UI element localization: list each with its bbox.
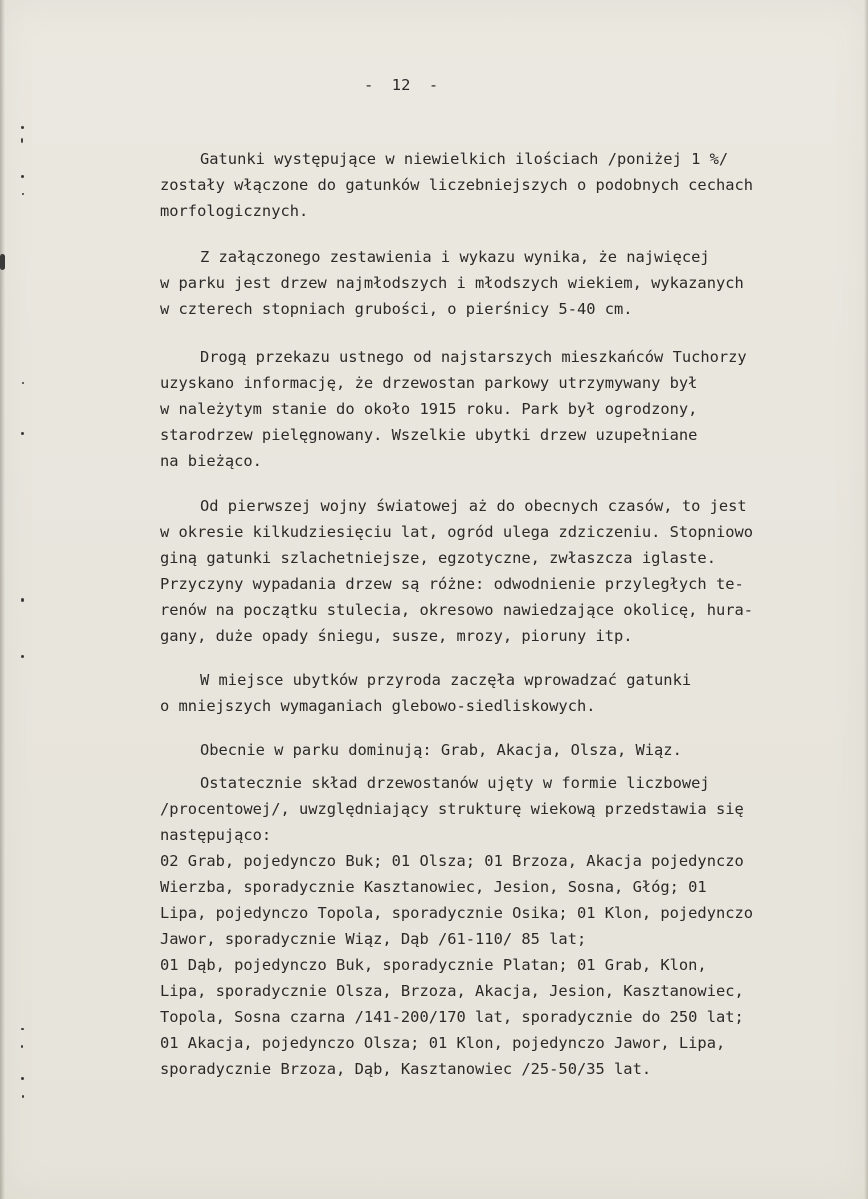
margin-speck <box>21 1077 24 1080</box>
text-line: renów na początku stulecia, okresowo nawiedzające okolicę, hura- <box>160 601 754 619</box>
text-line: Z załączonego zestawienia i wykazu wynika, że najwięcej <box>200 248 710 266</box>
text-line: w czterech stopniach grubości, o pierśnicy 5-40 cm. <box>160 300 633 318</box>
margin-speck <box>22 382 24 384</box>
margin-speck <box>22 193 24 195</box>
text-line: sporadycznie Brzoza, Dąb, Kasztanowiec /25-50/35 lat. <box>160 1060 652 1078</box>
text-line: następująco: <box>160 826 272 844</box>
paragraph-4 <box>160 493 860 649</box>
paragraph-1 <box>160 146 860 224</box>
text-line: Jawor, sporadycznie Wiąz, Dąb /61-110/ 85 lat; <box>160 930 587 948</box>
margin-speck <box>21 655 24 658</box>
text-line: Przyczyny wypadania drzew są różne: odwodnienie przyległych te- <box>160 575 744 593</box>
text-line: 02 Grab, pojedynczo Buk; 01 Olsza; 01 Brzoza, Akacja pojedynczo <box>160 852 744 870</box>
page-left-edge-shadow <box>0 0 5 1199</box>
paragraph-6 <box>160 737 860 763</box>
paragraph-5 <box>160 667 860 719</box>
text-line: Lipa, sporadycznie Olsza, Brzoza, Akacja, Jesion, Kasztanowiec, <box>160 982 744 1000</box>
paragraph-7 <box>160 770 860 1082</box>
text-line: o mniejszych wymaganiach glebowo-siedliskowych. <box>160 697 596 715</box>
margin-speck <box>0 254 5 270</box>
text-line: Drogą przekazu ustnego od najstarszych mieszkańców Tuchorzy <box>200 348 747 366</box>
page-right-edge-shadow <box>864 0 868 1199</box>
text-line: na bieżąco. <box>160 452 262 470</box>
margin-speck <box>21 175 24 178</box>
paragraph-3 <box>160 344 860 474</box>
margin-speck <box>22 1095 24 1098</box>
page-number: - 12 - <box>364 76 439 94</box>
text-line: Obecnie w parku dominują: Grab, Akacja, Olsza, Wiąz. <box>200 741 682 759</box>
text-line: giną gatunki szlachetniejsze, egzotyczne, zwłaszcza iglaste. <box>160 549 716 567</box>
margin-speck <box>21 598 24 602</box>
text-line: morfologicznych. <box>160 202 309 220</box>
margin-speck <box>21 1045 23 1048</box>
text-line: W miejsce ubytków przyroda zaczęła wprowadzać gatunki <box>200 671 692 689</box>
text-line: /procentowej/, uwzględniający strukturę wiekową przedstawia się <box>160 800 744 818</box>
text-line: w należytym stanie do około 1915 roku. Park był ogrodzony, <box>160 400 698 418</box>
text-line: Wierzba, sporadycznie Kasztanowiec, Jesion, Sosna, Głóg; 01 <box>160 878 707 896</box>
text-line: Lipa, pojedynczo Topola, sporadycznie Osika; 01 Klon, pojedynczo <box>160 904 754 922</box>
text-line: w okresie kilkudziesięciu lat, ogród ulega zdziczeniu. Stopniowo <box>160 523 754 541</box>
text-line: Ostatecznie skład drzewostanów ujęty w formie liczbowej <box>200 774 710 792</box>
margin-speck <box>21 432 24 435</box>
margin-speck <box>21 138 23 143</box>
text-line: Od pierwszej wojny światowej aż do obecnych czasów, to jest <box>200 497 747 515</box>
text-line: 01 Akacja, pojedynczo Olsza; 01 Klon, pojedynczo Jawor, Lipa, <box>160 1034 726 1052</box>
text-line: w parku jest drzew najmłodszych i młodszych wiekiem, wykazanych <box>160 274 744 292</box>
text-line: 01 Dąb, pojedynczo Buk, sporadycznie Platan; 01 Grab, Klon, <box>160 956 707 974</box>
text-line: Topola, Sosna czarna /141-200/170 lat, sporadycznie do 250 lat; <box>160 1008 744 1026</box>
paragraph-2 <box>160 244 860 322</box>
text-line: gany, duże opady śniegu, susze, mrozy, pioruny itp. <box>160 627 633 645</box>
text-line: zostały włączone do gatunków liczebniejszych o podobnych cechach <box>160 176 754 194</box>
text-line: Gatunki występujące w niewielkich ilościach /poniżej 1 %/ <box>200 150 729 168</box>
margin-speck <box>21 1028 24 1030</box>
margin-speck <box>21 126 24 129</box>
text-line: uzyskano informację, że drzewostan parkowy utrzymywany był <box>160 374 698 392</box>
text-line: starodrzew pielęgnowany. Wszelkie ubytki drzew uzupełniane <box>160 426 698 444</box>
